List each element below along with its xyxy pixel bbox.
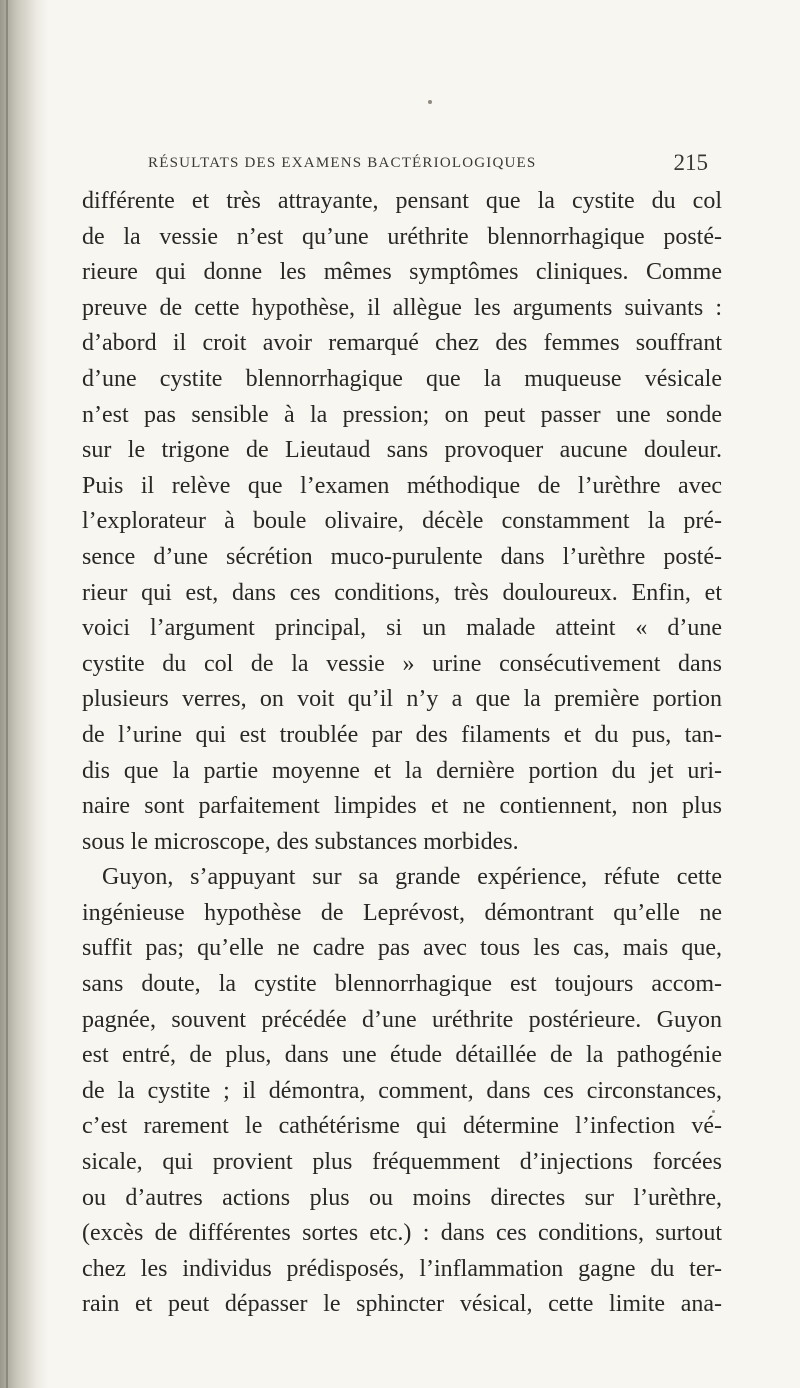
text-line: c’est rarement le cathétérisme qui détermine l’infection vé- xyxy=(82,1113,722,1140)
running-head-title: RÉSULTATS DES EXAMENS BACTÉRIOLOGIQUES xyxy=(148,155,537,171)
text-line: Guyon, s’appuyant sur sa grande expérience, réfute cette xyxy=(102,864,722,891)
text-line: rain et peut dépasser le sphincter vésical, cette limite ana- xyxy=(82,1291,722,1318)
text-line: plusieurs verres, on voit qu’il n’y a que la première portion xyxy=(82,686,722,713)
text-line: n’est pas sensible à la pression; on peut passer une sonde xyxy=(82,401,722,428)
text-line: ou d’autres actions plus ou moins directes sur l’urèthre, xyxy=(82,1184,722,1211)
text-line: sence d’une sécrétion muco-purulente dans l’urèthre posté- xyxy=(82,543,722,570)
text-line: cystite du col de la vessie » urine consécutivement dans xyxy=(82,650,722,677)
text-line: ingénieuse hypothèse de Leprévost, démontrant qu’elle ne xyxy=(82,899,722,926)
text-line: (excès de différentes sortes etc.) : dans ces conditions, surtout xyxy=(82,1220,722,1247)
text-line: preuve de cette hypothèse, il allègue les arguments suivants : xyxy=(82,294,722,321)
text-line: pagnée, souvent précédée d’une uréthrite postérieure. Guyon xyxy=(82,1006,722,1033)
text-line: d’abord il croit avoir remarqué chez des femmes souffrant xyxy=(82,330,722,357)
page-number: 215 xyxy=(673,150,708,175)
text-line: dis que la partie moyenne et la dernière portion du jet uri- xyxy=(82,757,722,784)
text-line: Puis il relève que l’examen méthodique de l’urèthre avec xyxy=(82,472,722,499)
text-line: d’une cystite blennorrhagique que la muqueuse vésicale xyxy=(82,365,722,392)
text-line: suffit pas; qu’elle ne cadre pas avec tous les cas, mais que, xyxy=(82,935,722,962)
text-line: est entré, de plus, dans une étude détaillée de la pathogénie xyxy=(82,1042,722,1069)
text-line: chez les individus prédisposés, l’inflammation gagne du ter- xyxy=(82,1255,722,1282)
text-line: sicale, qui provient plus fréquemment d’injections forcées xyxy=(82,1149,722,1176)
text-line: différente et très attrayante, pensant que la cystite du col xyxy=(82,188,722,214)
text-line: rieure qui donne les mêmes symptômes cliniques. Comme xyxy=(82,259,722,286)
text-line: sous le microscope, des substances morbides. xyxy=(82,828,519,855)
text-line: de la cystite ; il démontra, comment, dans ces circonstances, xyxy=(82,1077,722,1104)
binding-edge xyxy=(6,0,8,1388)
text-line: sur le trigone de Lieutaud sans provoquer aucune douleur. xyxy=(82,437,722,464)
text-line: l’explorateur à boule olivaire, décèle constamment la pré- xyxy=(82,508,722,535)
running-head xyxy=(148,152,708,178)
text-line: de l’urine qui est troublée par des filaments et du pus, tan- xyxy=(82,721,722,748)
text-line: voici l’argument principal, si un malade atteint « d’une xyxy=(82,615,722,642)
text-line: naire sont parfaitement limpides et ne contiennent, non plus xyxy=(82,793,722,820)
text-line: sans doute, la cystite blennorrhagique est toujours accom- xyxy=(82,971,722,998)
paper-speck xyxy=(428,100,432,104)
text-line: de la vessie n’est qu’une uréthrite blennorrhagique posté- xyxy=(82,223,722,250)
text-line: rieur qui est, dans ces conditions, très douloureux. Enfin, et xyxy=(82,579,722,606)
body-text xyxy=(82,184,722,1323)
